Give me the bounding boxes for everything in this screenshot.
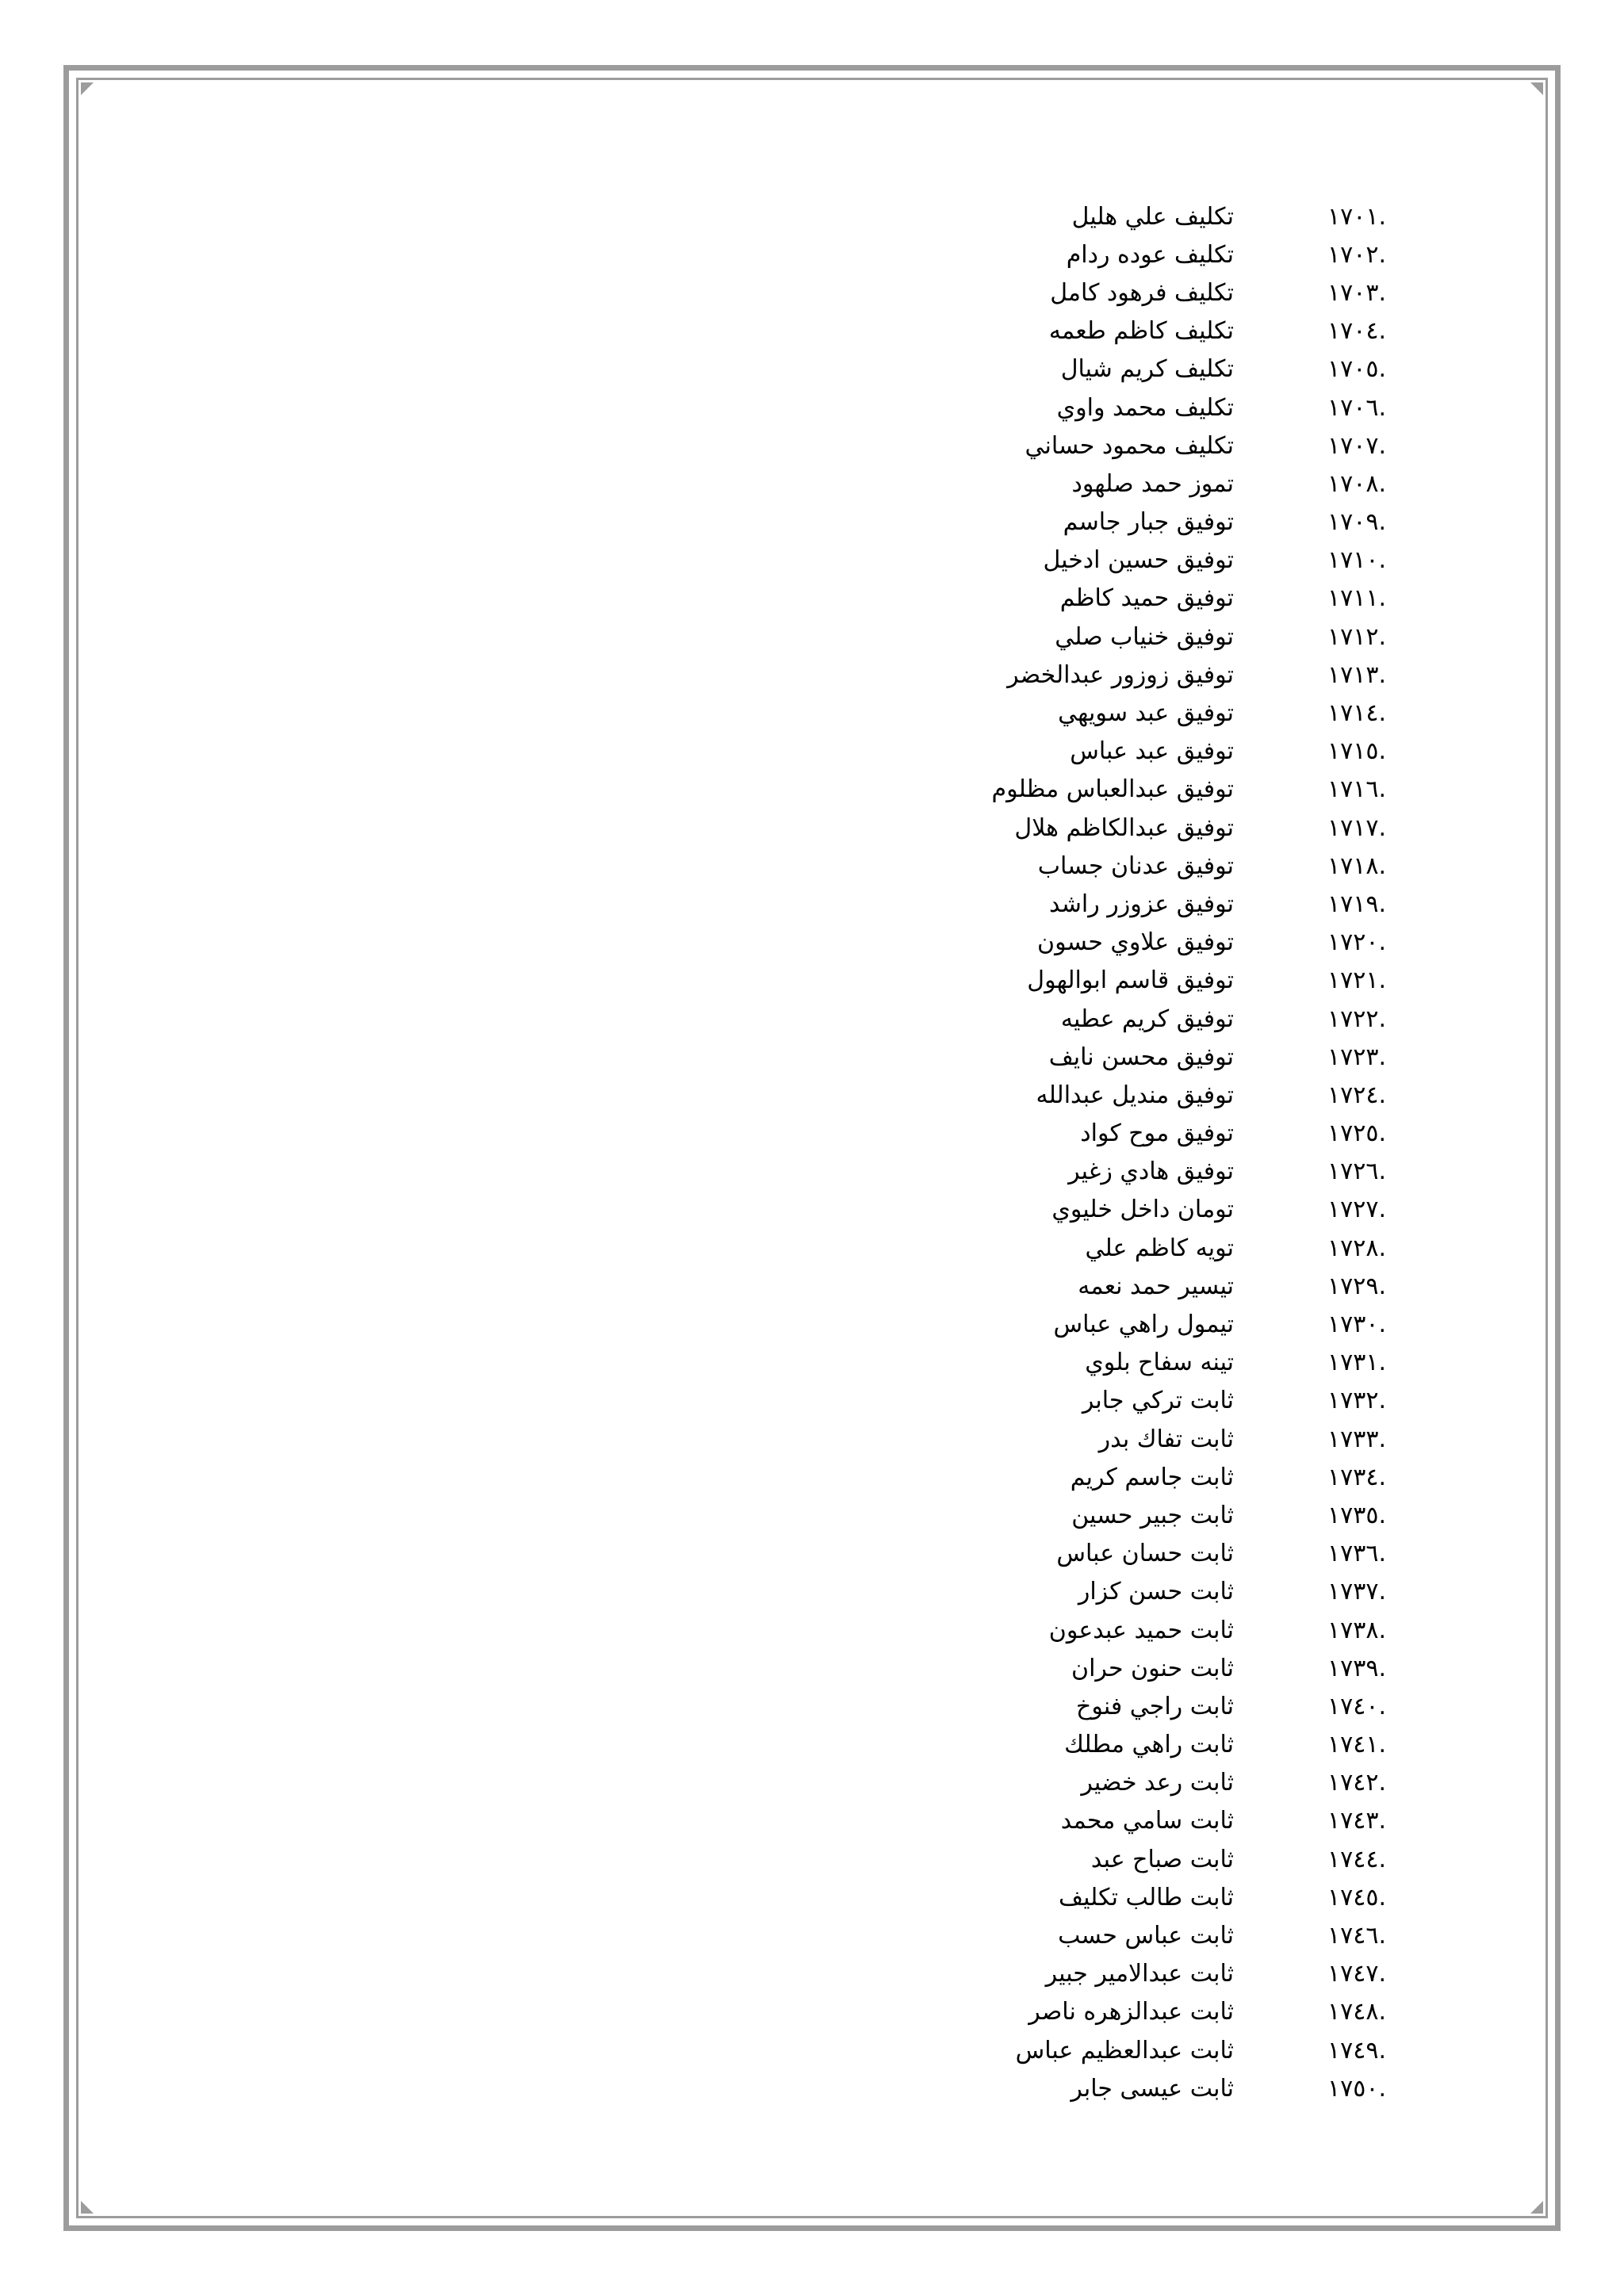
list-item xyxy=(435,1153,1386,1191)
item-name: تكليف علي هليل xyxy=(1071,202,1234,231)
item-number: ١٧٢٣. xyxy=(1327,1043,1386,1071)
list-item xyxy=(435,503,1386,541)
item-name: تويه كاظم علي xyxy=(1085,1234,1234,1262)
item-number: ١٧٢١. xyxy=(1327,966,1386,995)
item-name: ثابت عبدالعظيم عباس xyxy=(1015,2036,1234,2064)
item-name: توفيق عبد سويهي xyxy=(1058,699,1234,728)
list-item xyxy=(435,1840,1386,1878)
item-number: ١٧٤٨. xyxy=(1327,1998,1386,2026)
list-item xyxy=(435,809,1386,847)
item-name: ثابت جاسم كريم xyxy=(1070,1463,1234,1491)
item-name: ثابت عبدالزهره ناصر xyxy=(1028,1998,1234,2026)
item-name: توفيق زوزور عبدالخضر xyxy=(1007,660,1234,689)
item-name: تكليف عوده ردام xyxy=(1066,240,1234,269)
item-number: ١٧٤٢. xyxy=(1327,1769,1386,1797)
border-corner-bottom-right xyxy=(1530,2201,1543,2214)
item-number: ١٧١٨. xyxy=(1327,851,1386,880)
item-number: ١٧٠٦. xyxy=(1327,393,1386,422)
list-item xyxy=(435,274,1386,312)
list-item xyxy=(435,1191,1386,1229)
item-number: ١٧٢٨. xyxy=(1327,1234,1386,1262)
list-item xyxy=(435,1878,1386,1916)
list-item xyxy=(435,350,1386,388)
item-number: ١٧٣٣. xyxy=(1327,1425,1386,1453)
border-corner-bottom-left xyxy=(81,2201,94,2214)
list-item xyxy=(435,1535,1386,1573)
item-number: ١٧٠٨. xyxy=(1327,469,1386,498)
list-item xyxy=(435,2069,1386,2107)
item-number: ١٧٠٧. xyxy=(1327,431,1386,460)
item-number: ١٧٣٢. xyxy=(1327,1387,1386,1415)
list-item xyxy=(435,1038,1386,1076)
item-name: ثابت طالب تكليف xyxy=(1059,1883,1234,1911)
item-name: توفيق حسين ادخيل xyxy=(1043,546,1234,575)
list-item xyxy=(435,1993,1386,2031)
list-item xyxy=(435,235,1386,274)
list-item xyxy=(435,465,1386,503)
item-name: تينه سفاح بلوي xyxy=(1085,1349,1234,1377)
list-item xyxy=(435,1115,1386,1153)
list-item xyxy=(435,1458,1386,1496)
item-name: ثابت تركي جابر xyxy=(1082,1387,1234,1415)
list-item xyxy=(435,312,1386,350)
list-item xyxy=(435,1573,1386,1611)
list-item xyxy=(435,1802,1386,1840)
item-name: تيمول راهي عباس xyxy=(1053,1311,1234,1339)
list-item xyxy=(435,962,1386,1000)
list-item xyxy=(435,1916,1386,1954)
item-number: ١٧٤٥. xyxy=(1327,1883,1386,1911)
item-number: ١٧٢٩. xyxy=(1327,1272,1386,1300)
item-name: تكليف كريم شيال xyxy=(1060,355,1234,384)
list-item xyxy=(435,1649,1386,1687)
list-item xyxy=(435,1229,1386,1267)
names-list xyxy=(435,197,1386,2107)
item-number: ١٧٣٤. xyxy=(1327,1463,1386,1491)
item-name: توفيق جبار جاسم xyxy=(1063,508,1234,537)
item-number: ١٧٠٥. xyxy=(1327,355,1386,384)
item-name: تكليف محمد واوي xyxy=(1056,393,1234,422)
item-number: ١٧٣٥. xyxy=(1327,1501,1386,1529)
item-name: توفيق قاسم ابوالهول xyxy=(1027,966,1234,995)
item-name: ثابت عبدالامير جبير xyxy=(1045,1960,1234,1988)
item-name: ثابت عباس حسب xyxy=(1058,1922,1234,1950)
item-name: ثابت راجي فنوخ xyxy=(1076,1692,1234,1720)
item-name: ثابت حسن كزار xyxy=(1078,1578,1234,1606)
list-item xyxy=(435,427,1386,465)
list-item xyxy=(435,1344,1386,1382)
item-number: ١٧٣٧. xyxy=(1327,1578,1386,1606)
item-number: ١٧١٧. xyxy=(1327,813,1386,842)
list-item xyxy=(435,1420,1386,1458)
item-name: ثابت سامي محمد xyxy=(1060,1807,1234,1835)
item-name: ثابت راهي مطلك xyxy=(1064,1731,1234,1759)
item-number: ١٧١٩. xyxy=(1327,890,1386,918)
list-item xyxy=(435,541,1386,580)
item-name: توفيق هادي زغير xyxy=(1068,1158,1234,1186)
item-name: توفيق عبدالكاظم هلال xyxy=(1014,813,1234,842)
item-name: تكليف كاظم طعمه xyxy=(1048,317,1234,346)
item-number: ١٧٠٣. xyxy=(1327,278,1386,307)
item-number: ١٧١٣. xyxy=(1327,660,1386,689)
list-item xyxy=(435,1687,1386,1725)
item-number: ١٧٢٧. xyxy=(1327,1196,1386,1224)
item-number: ١٧١٥. xyxy=(1327,737,1386,766)
item-number: ١٧١٠. xyxy=(1327,546,1386,575)
item-name: ثابت صباح عبد xyxy=(1090,1845,1234,1873)
item-name: ثابت تفاك بدر xyxy=(1098,1425,1234,1453)
item-name: توفيق عزوزر راشد xyxy=(1049,890,1234,918)
item-name: توفيق عدنان جساب xyxy=(1037,851,1234,880)
item-name: تومان داخل خليوي xyxy=(1051,1196,1234,1224)
list-item xyxy=(435,618,1386,656)
item-number: ١٧٣٩. xyxy=(1327,1654,1386,1682)
list-item xyxy=(435,1726,1386,1764)
border-corner-top-left xyxy=(81,82,94,95)
item-name: توفيق كريم عطيه xyxy=(1060,1004,1234,1033)
item-number: ١٧٥٠. xyxy=(1327,2074,1386,2103)
item-number: ١٧٢٦. xyxy=(1327,1158,1386,1186)
list-item xyxy=(435,1764,1386,1802)
item-name: تموز حمد صلهود xyxy=(1071,469,1234,498)
item-number: ١٧٤٠. xyxy=(1327,1692,1386,1720)
item-name: تكليف محمود حساني xyxy=(1025,431,1234,460)
item-number: ١٧١٢. xyxy=(1327,622,1386,651)
list-item xyxy=(435,2031,1386,2069)
item-name: تيسير حمد نعمه xyxy=(1078,1272,1234,1300)
item-number: ١٧٤٩. xyxy=(1327,2036,1386,2064)
list-item xyxy=(435,197,1386,235)
list-item xyxy=(435,1000,1386,1038)
item-name: ثابت حنون حران xyxy=(1071,1654,1234,1682)
item-name: توفيق عبد عباس xyxy=(1070,737,1234,766)
list-item xyxy=(435,1611,1386,1649)
list-item xyxy=(435,694,1386,732)
item-number: ١٧٣١. xyxy=(1327,1349,1386,1377)
item-number: ١٧٠٤. xyxy=(1327,317,1386,346)
list-item xyxy=(435,885,1386,923)
item-number: ١٧٢٥. xyxy=(1327,1119,1386,1148)
item-number: ١٧١٤. xyxy=(1327,699,1386,728)
item-number: ١٧١٦. xyxy=(1327,775,1386,804)
item-name: توفيق خنياب صلي xyxy=(1055,622,1234,651)
item-number: ١٧١١. xyxy=(1327,584,1386,613)
item-name: توفيق علاوي حسون xyxy=(1037,928,1234,957)
item-name: ثابت جبير حسين xyxy=(1071,1501,1234,1529)
list-item xyxy=(435,1267,1386,1305)
item-number: ١٧٠٢. xyxy=(1327,240,1386,269)
item-number: ١٧٤٦. xyxy=(1327,1922,1386,1950)
item-number: ١٧٣٨. xyxy=(1327,1616,1386,1644)
list-item xyxy=(435,580,1386,618)
list-item xyxy=(435,388,1386,427)
list-item xyxy=(435,1076,1386,1114)
item-number: ١٧٠٩. xyxy=(1327,508,1386,537)
item-number: ١٧٣٠. xyxy=(1327,1311,1386,1339)
item-name: ثابت عيسى جابر xyxy=(1071,2074,1234,2103)
border-corner-top-right xyxy=(1530,82,1543,95)
item-name: ثابت رعد خضير xyxy=(1081,1769,1234,1797)
item-number: ١٧٣٦. xyxy=(1327,1540,1386,1568)
item-name: ثابت حميد عبدعون xyxy=(1048,1616,1234,1644)
list-item xyxy=(435,1382,1386,1420)
item-name: توفيق محسن نايف xyxy=(1048,1043,1234,1071)
list-item xyxy=(435,1305,1386,1343)
item-number: ١٧٢٤. xyxy=(1327,1081,1386,1109)
item-name: توفيق منديل عبدالله xyxy=(1036,1081,1234,1109)
item-number: ١٧٤٧. xyxy=(1327,1960,1386,1988)
item-name: توفيق موح كواد xyxy=(1080,1119,1234,1148)
list-item xyxy=(435,847,1386,885)
list-item xyxy=(435,1496,1386,1534)
item-name: توفيق عبدالعباس مظلوم xyxy=(991,775,1234,804)
item-number: ١٧٤١. xyxy=(1327,1731,1386,1759)
list-item xyxy=(435,1955,1386,1993)
item-name: ثابت حسان عباس xyxy=(1056,1540,1234,1568)
list-item xyxy=(435,733,1386,771)
item-number: ١٧٠١. xyxy=(1327,202,1386,231)
item-name: تكليف فرهود كامل xyxy=(1050,278,1234,307)
item-number: ١٧٤٣. xyxy=(1327,1807,1386,1835)
item-number: ١٧٢٠. xyxy=(1327,928,1386,957)
list-item xyxy=(435,771,1386,809)
list-item xyxy=(435,924,1386,962)
item-name: توفيق حميد كاظم xyxy=(1059,584,1234,613)
item-number: ١٧٢٢. xyxy=(1327,1004,1386,1033)
list-item xyxy=(435,656,1386,694)
item-number: ١٧٤٤. xyxy=(1327,1845,1386,1873)
